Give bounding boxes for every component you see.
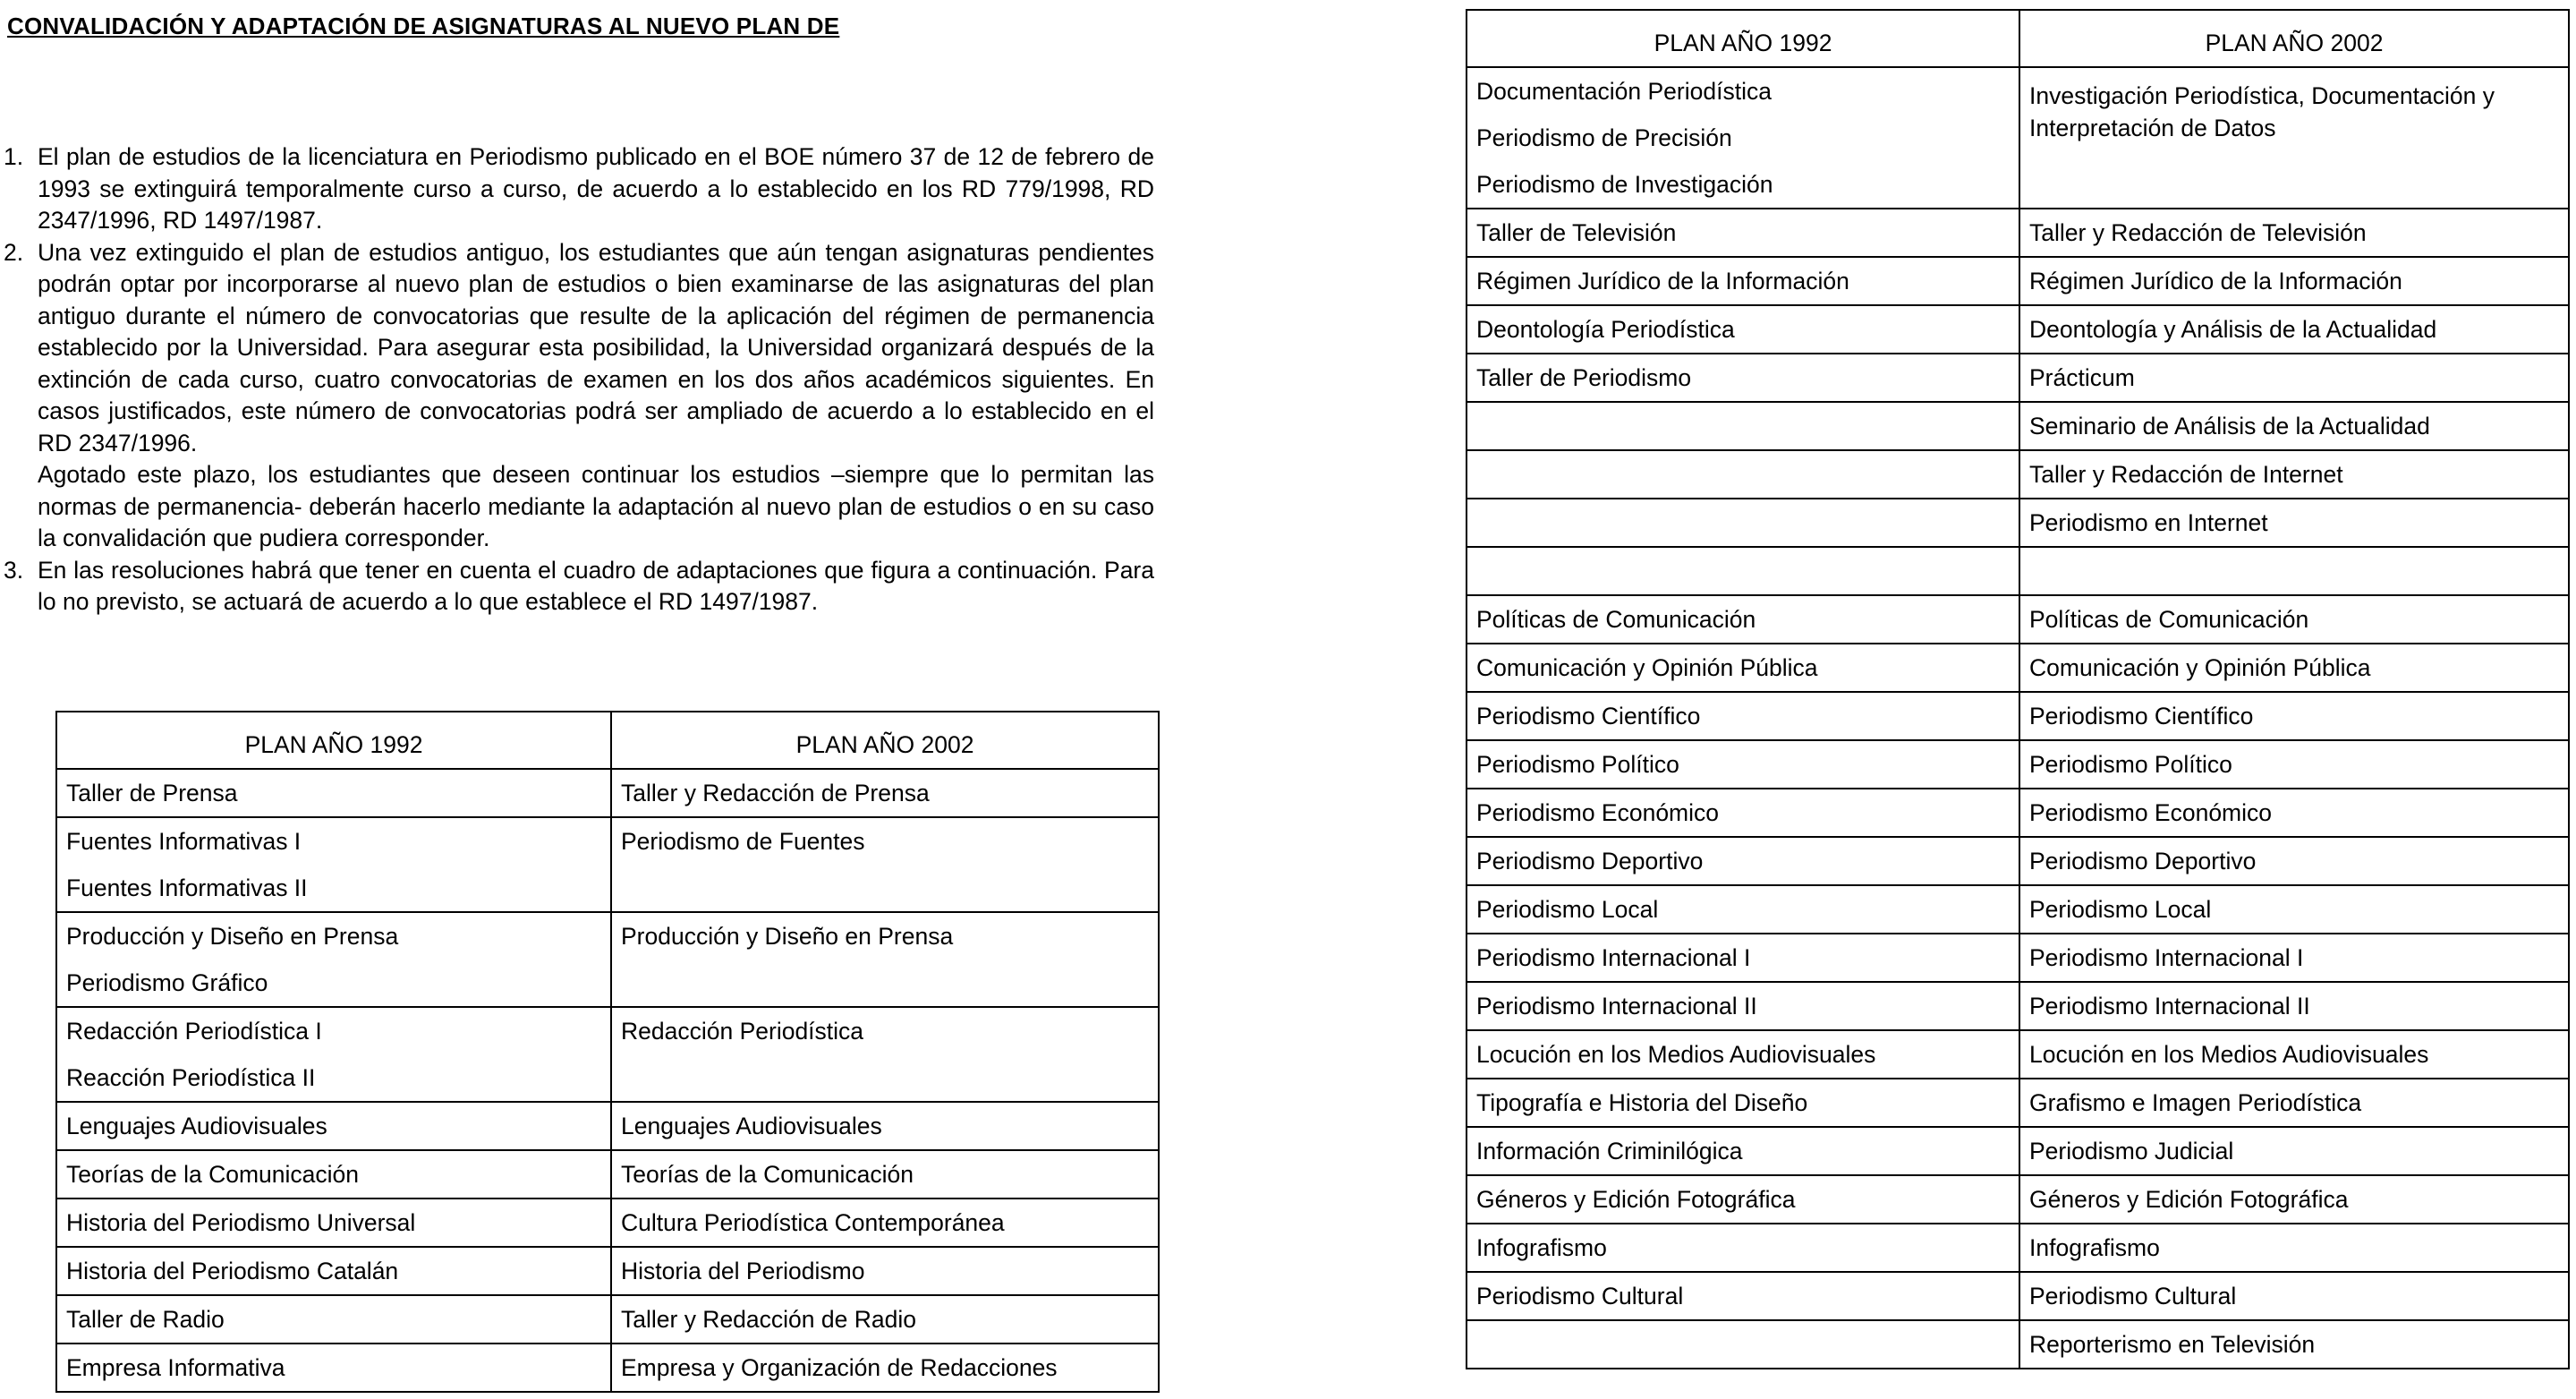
subject-2002: Periodismo Político: [2029, 751, 2232, 778]
cell-plan-1992: [56, 1199, 611, 1247]
subject-2002: Producción y Diseño en Prensa: [621, 923, 954, 950]
subject-2002: Periodismo Económico: [2029, 799, 2273, 826]
subject-1992: Régimen Jurídico de la Información: [1476, 268, 1849, 294]
cell-plan-2002: [2019, 67, 2569, 209]
header-plan-2002: PLAN AÑO 2002: [2019, 10, 2569, 67]
subject-2002: Lenguajes Audiovisuales: [621, 1113, 882, 1139]
table-row: [56, 817, 1159, 912]
subject-2002: Géneros y Edición Fotográfica: [2029, 1186, 2349, 1213]
cell-plan-1992: [56, 817, 611, 912]
cell-plan-1992: [56, 1150, 611, 1199]
subject-1992: Producción y Diseño en Prensa: [66, 923, 399, 950]
point-paragraph: En las resoluciones habrá que tener en cuenta el cuadro de adaptaciones que figura a continuación. Para lo no previsto, se actuará de acuerdo a lo que establece el RD 1497/1987.: [38, 556, 1154, 615]
table-row: [1467, 402, 2569, 450]
cell-plan-2002: [2019, 402, 2569, 450]
cell-plan-1992: [1467, 644, 2019, 692]
table-row: [1467, 1127, 2569, 1175]
subject-2002: Periodismo Internacional II: [2029, 993, 2310, 1019]
cell-plan-1992: [56, 912, 611, 1007]
table-row: [1467, 209, 2569, 257]
subject-1992: Taller de Radio: [66, 1306, 225, 1333]
subject-1992: Comunicación y Opinión Pública: [1476, 654, 1818, 681]
cell-plan-1992: [56, 769, 611, 817]
table-header-row: [56, 712, 1159, 769]
cell-plan-2002: [2019, 692, 2569, 740]
cell-plan-1992: [1467, 1272, 2019, 1320]
subject-2002: Reporterismo en Televisión: [2029, 1331, 2316, 1358]
cell-plan-2002: [2019, 1272, 2569, 1320]
cell-plan-2002: [2019, 1175, 2569, 1224]
cell-plan-2002: [2019, 595, 2569, 644]
subject-1992: [1476, 451, 2010, 498]
table-header-row: [1467, 10, 2569, 67]
subject-1992: Historia del Periodismo Universal: [66, 1209, 416, 1236]
subject-1992: Historia del Periodismo Catalán: [66, 1258, 399, 1284]
table-row: [56, 1150, 1159, 1199]
cell-plan-1992: [1467, 1320, 2019, 1369]
subject-2002: Historia del Periodismo: [621, 1258, 865, 1284]
table-row: [56, 1344, 1159, 1392]
cell-plan-2002: [611, 1344, 1159, 1392]
subject-2002: Periodismo Judicial: [2029, 1138, 2234, 1164]
table-row: [56, 1247, 1159, 1295]
point-number: 1.: [4, 143, 24, 170]
cell-plan-1992: [1467, 1079, 2019, 1127]
subject-1992: Políticas de Comunicación: [1476, 606, 1756, 633]
cell-plan-1992: [56, 1007, 611, 1102]
table-row: [56, 1199, 1159, 1247]
cell-plan-1992: [56, 1247, 611, 1295]
subject-2002: Taller y Redacción de Radio: [621, 1306, 916, 1333]
cell-plan-2002: [2019, 354, 2569, 402]
subject-2002: Seminario de Análisis de la Actualidad: [2029, 413, 2430, 439]
cell-plan-2002: [2019, 257, 2569, 305]
cell-plan-2002: [2019, 499, 2569, 547]
subject-1992: Periodismo Internacional II: [1476, 993, 1757, 1019]
point-paragraph: El plan de estudios de la licenciatura en Periodismo publicado en el BOE número 37 de 12 de febrero de 1993 se extinguirá temporalmente curso a curso, de acuerdo a lo establecido en los RD 779/1998, RD 2347/1996, RD 1497/1987.: [38, 143, 1154, 234]
table-row: [1467, 789, 2569, 837]
subject-2002: Cultura Periodística Contemporánea: [621, 1209, 1005, 1236]
table-row: [1467, 305, 2569, 354]
point-number: 2.: [4, 238, 24, 266]
table-row: [1467, 837, 2569, 885]
subject-2002: Periodismo Científico: [2029, 703, 2254, 729]
subject-1992: Taller de Televisión: [1476, 219, 1677, 246]
cell-plan-2002: [611, 769, 1159, 817]
subject-2002: [2029, 548, 2559, 594]
table-row: [1467, 499, 2569, 547]
cell-plan-2002: [2019, 740, 2569, 789]
table-row: [1467, 1224, 2569, 1272]
subject-2002: Redacción Periodística: [621, 1018, 864, 1045]
cell-plan-2002: [2019, 982, 2569, 1030]
subject-2002: Teorías de la Comunicación: [621, 1161, 914, 1188]
cell-plan-1992: [1467, 499, 2019, 547]
table-row: [1467, 257, 2569, 305]
table-row: [1467, 1079, 2569, 1127]
table-row: [56, 1007, 1159, 1102]
document-title: CONVALIDACIÓN Y ADAPTACIÓN DE ASIGNATURAS AL NUEVO PLAN DE: [7, 13, 840, 39]
cell-plan-1992: [1467, 740, 2019, 789]
cell-plan-2002: [2019, 885, 2569, 934]
cell-plan-2002: [611, 1247, 1159, 1295]
subject-1992: Taller de Periodismo: [1476, 364, 1692, 391]
cell-plan-1992: [1467, 257, 2019, 305]
subject-1992: Periodismo Deportivo: [1476, 848, 1704, 874]
cell-plan-2002: [611, 1007, 1159, 1102]
subject-1992: Redacción Periodística I: [66, 1018, 322, 1045]
cell-plan-1992: [1467, 885, 2019, 934]
subject-2002: Régimen Jurídico de la Información: [2029, 268, 2402, 294]
subject-2002: Periodismo Local: [2029, 896, 2212, 923]
table-row: [1467, 644, 2569, 692]
subject-1992: Periodismo Político: [1476, 751, 1679, 778]
cell-plan-1992: [56, 1295, 611, 1344]
table-row: [1467, 354, 2569, 402]
cell-plan-1992: [1467, 402, 2019, 450]
cell-plan-1992: [1467, 354, 2019, 402]
subject-2002: Infografismo: [2029, 1234, 2160, 1261]
subject-2002: Políticas de Comunicación: [2029, 606, 2309, 633]
cell-plan-1992: [1467, 692, 2019, 740]
table-row: [1467, 1030, 2569, 1079]
table-row: [1467, 934, 2569, 982]
cell-plan-1992: [56, 1344, 611, 1392]
subject-2002: Periodismo de Fuentes: [621, 828, 865, 855]
cell-plan-2002: [2019, 1127, 2569, 1175]
cell-plan-1992: [1467, 789, 2019, 837]
subject-1992: Periodismo Local: [1476, 896, 1659, 923]
subject-1992: Periodismo Económico: [1476, 799, 1720, 826]
table-row: [1467, 982, 2569, 1030]
subject-1992: [1476, 403, 2010, 449]
subject-1992: Información Criminilógica: [1476, 1138, 1743, 1164]
cell-plan-2002: [2019, 789, 2569, 837]
table-row: [1467, 67, 2569, 209]
cell-plan-1992: [56, 1102, 611, 1150]
cell-plan-2002: [2019, 837, 2569, 885]
subject-1992: Periodismo Científico: [1476, 703, 1701, 729]
header-plan-1992: PLAN AÑO 1992: [1467, 10, 2019, 67]
subject-1992: Reacción Periodística II: [66, 1064, 316, 1091]
table-row: [1467, 1272, 2569, 1320]
table-row: [56, 1295, 1159, 1344]
subject-2002: Periodismo en Internet: [2029, 509, 2268, 536]
cell-plan-2002: [2019, 1320, 2569, 1369]
subject-2002: Deontología y Análisis de la Actualidad: [2029, 316, 2437, 343]
cell-plan-2002: [2019, 305, 2569, 354]
subject-2002: Grafismo e Imagen Periodística: [2029, 1089, 2362, 1116]
cell-plan-1992: [1467, 1127, 2019, 1175]
table-row: [1467, 1320, 2569, 1369]
cell-plan-1992: [1467, 547, 2019, 595]
cell-plan-1992: [1467, 450, 2019, 499]
table-row: [1467, 450, 2569, 499]
cell-plan-2002: [611, 817, 1159, 912]
subject-1992: Fuentes Informativas II: [66, 874, 308, 901]
cell-plan-1992: [1467, 305, 2019, 354]
table-row: [1467, 547, 2569, 595]
table-row: [1467, 885, 2569, 934]
point-paragraph: Agotado este plazo, los estudiantes que deseen continuar los estudios –siempre que lo permitan las normas de permanencia- deberán hacerlo mediante la adaptación al nuevo plan de estudios o en su caso la convalidación que pudiera corresponder.: [38, 461, 1154, 551]
cell-plan-2002: [611, 1295, 1159, 1344]
cell-plan-1992: [1467, 67, 2019, 209]
table-row: [56, 1102, 1159, 1150]
subject-1992: Periodismo Gráfico: [66, 969, 268, 996]
subject-2002: Taller y Redacción de Prensa: [621, 780, 930, 806]
subject-2002: Prácticum: [2029, 364, 2135, 391]
subject-2002: Taller y Redacción de Televisión: [2029, 219, 2367, 246]
subject-2002: Periodismo Cultural: [2029, 1283, 2237, 1309]
subject-1992: Tipografía e Historia del Diseño: [1476, 1089, 1808, 1116]
cell-plan-2002: [2019, 1030, 2569, 1079]
cell-plan-1992: [1467, 1175, 2019, 1224]
subject-1992: [1476, 499, 2010, 546]
cell-plan-2002: [611, 912, 1159, 1007]
cell-plan-2002: [2019, 1079, 2569, 1127]
subject-1992: Locución en los Medios Audiovisuales: [1476, 1041, 1876, 1068]
cell-plan-1992: [1467, 934, 2019, 982]
subject-1992: [1476, 548, 2010, 594]
adaptation-table-right: [1466, 9, 2570, 1369]
cell-plan-1992: [1467, 595, 2019, 644]
cell-plan-1992: [1467, 1224, 2019, 1272]
cell-plan-2002: [2019, 209, 2569, 257]
subject-1992: Taller de Prensa: [66, 780, 238, 806]
cell-plan-2002: [611, 1150, 1159, 1199]
subject-1992: Fuentes Informativas I: [66, 828, 302, 855]
cell-plan-1992: [1467, 209, 2019, 257]
subject-1992: Periodismo de Investigación: [1476, 171, 1773, 198]
cell-plan-2002: [2019, 450, 2569, 499]
cell-plan-2002: [611, 1102, 1159, 1150]
cell-plan-2002: [611, 1199, 1159, 1247]
subject-1992: Documentación Periodística: [1476, 78, 1772, 105]
header-plan-1992: PLAN AÑO 1992: [56, 712, 611, 769]
subject-1992: [1476, 1321, 2010, 1368]
cell-plan-2002: [2019, 1224, 2569, 1272]
subject-2002: Locución en los Medios Audiovisuales: [2029, 1041, 2429, 1068]
subject-2002: Investigación Periodística, Documentación y Interpretación de Datos: [2029, 82, 2495, 141]
subject-2002: Empresa y Organización de Redacciones: [621, 1354, 1058, 1381]
point-number: 3.: [4, 556, 24, 584]
cell-plan-2002: [2019, 644, 2569, 692]
cell-plan-1992: [1467, 1030, 2019, 1079]
subject-1992: Deontología Periodística: [1476, 316, 1735, 343]
subject-2002: Periodismo Internacional I: [2029, 944, 2304, 971]
subject-1992: Periodismo de Precisión: [1476, 124, 1732, 151]
point-item: [0, 237, 1154, 555]
point-paragraph: Una vez extinguido el plan de estudios antiguo, los estudiantes que aún tengan asignaturas pendientes podrán optar por incorporarse al nuevo plan de estudios o bien examinarse de las asignaturas del plan antiguo durante el número de convocatorias que resulte de la aplicación del régimen de permanencia establecido por la Universidad. Para asegurar esta posibilidad, la Universidad organizará después de la extinción de cada curso, cuatro convocatorias de examen en los dos años académicos siguientes. En casos justificados, este número de convocatorias podrá ser ampliado de acuerdo a lo establecido en el RD 2347/1996.: [38, 238, 1154, 456]
subject-2002: Taller y Redacción de Internet: [2029, 461, 2343, 488]
adaptation-table-left: [55, 711, 1160, 1393]
point-item: [0, 555, 1154, 618]
cell-plan-2002: [2019, 934, 2569, 982]
subject-1992: Lenguajes Audiovisuales: [66, 1113, 327, 1139]
cell-plan-2002: [2019, 547, 2569, 595]
table-row: [1467, 692, 2569, 740]
table-row: [1467, 740, 2569, 789]
subject-2002: Periodismo Deportivo: [2029, 848, 2257, 874]
subject-1992: Periodismo Internacional I: [1476, 944, 1751, 971]
numbered-points: [0, 141, 1154, 618]
subject-1992: Periodismo Cultural: [1476, 1283, 1684, 1309]
table-row: [56, 769, 1159, 817]
cell-plan-1992: [1467, 837, 2019, 885]
table-row: [1467, 595, 2569, 644]
header-plan-2002: PLAN AÑO 2002: [611, 712, 1159, 769]
subject-1992: Empresa Informativa: [66, 1354, 285, 1381]
subject-1992: Géneros y Edición Fotográfica: [1476, 1186, 1796, 1213]
subject-2002: Comunicación y Opinión Pública: [2029, 654, 2371, 681]
table-row: [1467, 1175, 2569, 1224]
subject-1992: Infografismo: [1476, 1234, 1607, 1261]
subject-1992: Teorías de la Comunicación: [66, 1161, 360, 1188]
point-item: [0, 141, 1154, 237]
cell-plan-1992: [1467, 982, 2019, 1030]
table-row: [56, 912, 1159, 1007]
